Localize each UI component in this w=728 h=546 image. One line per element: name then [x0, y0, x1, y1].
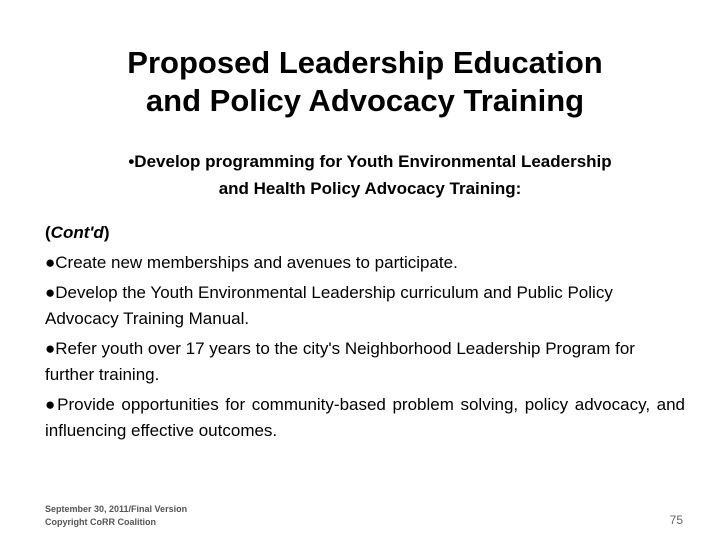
slide-title — [60, 44, 670, 120]
page-number: 75 — [669, 513, 683, 527]
contd-text: Cont'd — [50, 223, 104, 242]
bullet-item-3: ●Refer youth over 17 years to the city's Neighborhood Leadership Program for further training. — [45, 339, 635, 384]
contd-open-paren: ( — [45, 223, 51, 242]
slide-subtitle — [40, 148, 700, 202]
slide-body — [45, 220, 685, 448]
footer-date: September 30, 2011/Final Version — [45, 504, 188, 514]
slide-subtitle-line-2: and Health Policy Advocacy Training: — [218, 179, 522, 198]
contd-close-paren: ) — [103, 223, 110, 242]
slide-title-line-2: and Policy Advocacy Training — [145, 83, 585, 118]
slide-title-line-1: Proposed Leadership Education — [127, 45, 603, 80]
bullet-item-2: ●Develop the Youth Environmental Leadership curriculum and Public Policy Advocacy Training Manual. — [45, 283, 613, 328]
bullet-item-1: ●Create new memberships and avenues to participate. — [45, 253, 458, 272]
slide-footer — [45, 503, 187, 529]
bullet-item-4: ●Provide opportunities for community-based problem solving, policy advocacy, and influencing effective outcomes. — [45, 395, 685, 440]
slide-subtitle-line-1: •Develop programming for Youth Environmental Leadership — [128, 152, 612, 171]
contd-label — [45, 220, 685, 246]
footer-copyright: Copyright CoRR Coalition — [45, 517, 156, 527]
